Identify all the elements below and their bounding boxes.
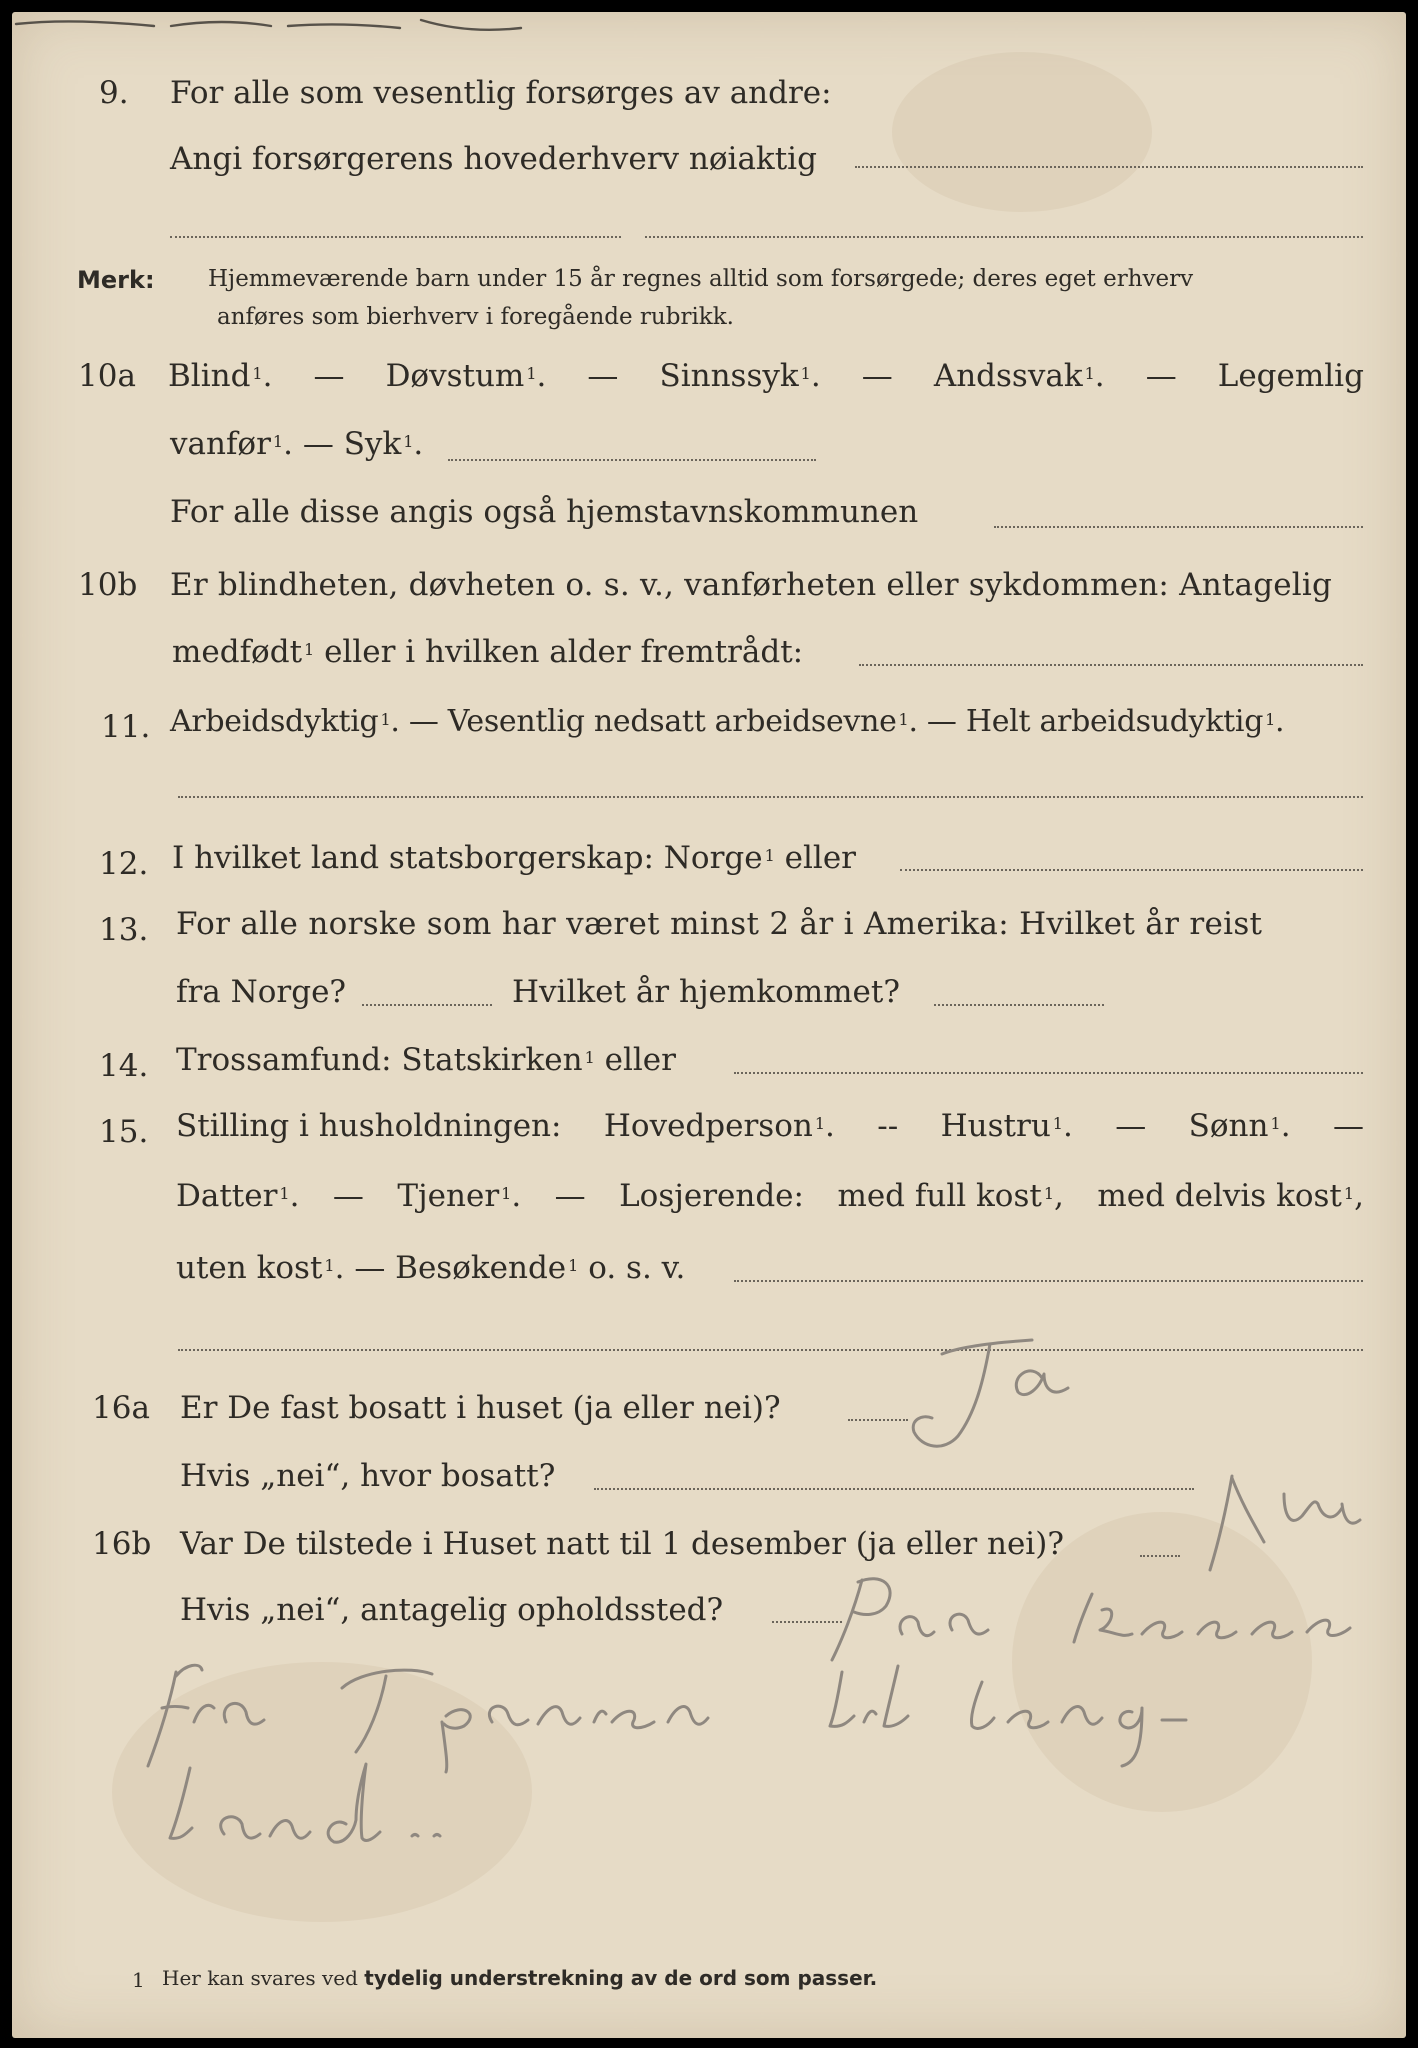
- q16a-line1: Er De fast bosatt i huset (ja eller nei)?: [180, 1390, 781, 1426]
- opt-arbeidsdyktig: Arbeidsdyktig: [170, 704, 379, 739]
- handwritten-place-line2: [142, 1642, 1392, 1772]
- q9-answer-field[interactable]: [855, 166, 1363, 168]
- q15-answer-field[interactable]: [734, 1280, 1363, 1282]
- question-number-9: 9.: [99, 75, 129, 111]
- footnote-text: Her kan svares ved tydelig understrekning av de ord som passer.: [162, 1966, 878, 1990]
- question-number-10b: 10b: [78, 567, 138, 603]
- question-number-16a: 16a: [92, 1390, 150, 1426]
- q13-line1: For alle norske som har været minst 2 år i Amerika: Hvilket år reist: [176, 906, 1263, 942]
- hjemkommet-year-field[interactable]: [934, 1004, 1104, 1006]
- opt-besokende: Besøkende: [395, 1250, 567, 1286]
- q9-line1: For alle som vesentlig forsørges av andre:: [170, 75, 832, 111]
- q10a-line1: Blind $^1$. — Døvstum $^1$. — Sinnssyk $^1$. — Andssvak $^1$. — Legemlig: [168, 358, 1364, 394]
- q9-line2: Angi forsørgerens hovederhverv nøiaktig: [170, 141, 817, 177]
- underline-mark: [12, 12, 162, 36]
- footnote-mark: 1: [132, 1968, 145, 1992]
- merk-line2: anføres som bierhverv i foregående rubrikk.: [217, 304, 734, 330]
- q15-line2: Datter $^1$. — Tjener $^1$. — Losjerende: med full kost $^1$, med delvis kost $^1$,: [176, 1178, 1364, 1214]
- merk-line1: Hjemmeværende barn under 15 år regnes alltid som forsørgede; deres eget erhverv: [208, 266, 1194, 292]
- opt-tjener: Tjener $^1$.: [397, 1178, 522, 1214]
- opt-norge: Norge: [663, 840, 763, 876]
- q11-line: Arbeidsdyktig $^1$. — Vesentlig nedsatt arbeidsevne $^1$. — Helt arbeidsudyktig $^1$.: [170, 704, 1285, 739]
- question-number-13: 13.: [99, 912, 149, 948]
- q14-answer-field[interactable]: [734, 1072, 1363, 1074]
- merk-label: Merk:: [77, 266, 155, 294]
- question-number-16b: 16b: [92, 1526, 152, 1562]
- question-number-14: 14.: [99, 1048, 149, 1084]
- opt-hustru: Hustru $^1$.: [940, 1108, 1073, 1144]
- opt-hovedperson: Hovedperson $^1$.: [603, 1108, 835, 1144]
- opt-delvis-kost: med delvis kost $^1$,: [1097, 1178, 1364, 1214]
- q10a-answer-field[interactable]: [448, 459, 816, 461]
- question-number-15: 15.: [99, 1114, 149, 1150]
- opt-full-kost: med full kost $^1$,: [837, 1178, 1064, 1214]
- q13-fra-label: fra Norge?: [176, 974, 347, 1010]
- q14-line: Trossamfund: Statskirken $^1$ eller: [176, 1042, 676, 1078]
- question-number-11: 11.: [101, 709, 151, 745]
- q11-answer-field[interactable]: [178, 796, 1363, 798]
- q15-answer-field-2[interactable]: [178, 1349, 1363, 1351]
- underline-mark: [417, 14, 527, 36]
- q16b-line1: Var De tilstede i Huset natt til 1 desember (ja eller nei)?: [180, 1526, 1064, 1562]
- opt-dovstum: Døvstum $^1$.: [385, 358, 547, 394]
- question-number-10a: 10a: [78, 358, 136, 394]
- q15-line1: Stilling i husholdningen: Hovedperson $^1$. -- Hustru $^1$. — Sønn $^1$. —: [176, 1108, 1364, 1144]
- q10b-line2: medfødt $^1$ eller i hvilken alder fremtrådt:: [172, 634, 804, 670]
- handwritten-answer-ja: [892, 1328, 1102, 1458]
- opt-legemlig: Legemlig: [1217, 358, 1364, 394]
- handwritten-place-line3: [150, 1754, 510, 1864]
- opt-sinnssyk: Sinnssyk $^1$.: [659, 358, 821, 394]
- reist-year-field[interactable]: [362, 1004, 492, 1006]
- q16a-bosatt-field[interactable]: [594, 1488, 1194, 1490]
- q10b-answer-field[interactable]: [859, 664, 1363, 666]
- opt-blind: Blind $^1$.: [168, 358, 273, 394]
- q9-answer-field-3[interactable]: [645, 236, 1363, 238]
- question-number-12: 12.: [99, 846, 149, 882]
- q16b-line2: Hvis „nei“, antagelig opholdssted?: [180, 1592, 724, 1628]
- opt-andssvak: Andssvak $^1$.: [933, 358, 1105, 394]
- underline-mark: [282, 18, 412, 36]
- q12-answer-field[interactable]: [900, 869, 1363, 871]
- paper-stain: [892, 52, 1152, 212]
- opt-sonn: Sønn $^1$.: [1188, 1108, 1291, 1144]
- opt-datter: Datter $^1$.: [176, 1178, 300, 1214]
- q10a-line2: vanfør $^1$. — Syk $^1$.: [170, 426, 424, 462]
- q10b-line1: Er blindheten, døvheten o. s. v., vanførheten eller sykdommen: Antagelig: [170, 567, 1333, 603]
- opt-statskirken: Statskirken: [401, 1042, 583, 1078]
- opt-uten-kost: uten kost: [176, 1250, 323, 1286]
- q13-hjem-label: Hvilket år hjemkommet?: [512, 974, 900, 1010]
- census-form-page: [12, 12, 1406, 2038]
- underline-mark: [167, 16, 277, 36]
- q12-line: I hvilket land statsborgerskap: Norge $^1$ eller: [172, 840, 856, 876]
- q9-answer-field-2[interactable]: [170, 236, 621, 238]
- q16a-line2: Hvis „nei“, hvor bosatt?: [180, 1458, 556, 1494]
- q10a-line3: For alle disse angis også hjemstavnskommunen: [170, 494, 919, 530]
- hjemstavn-field[interactable]: [994, 526, 1363, 528]
- q15-line3: uten kost $^1$. — Besøkende $^1$ o. s. v.: [176, 1250, 686, 1286]
